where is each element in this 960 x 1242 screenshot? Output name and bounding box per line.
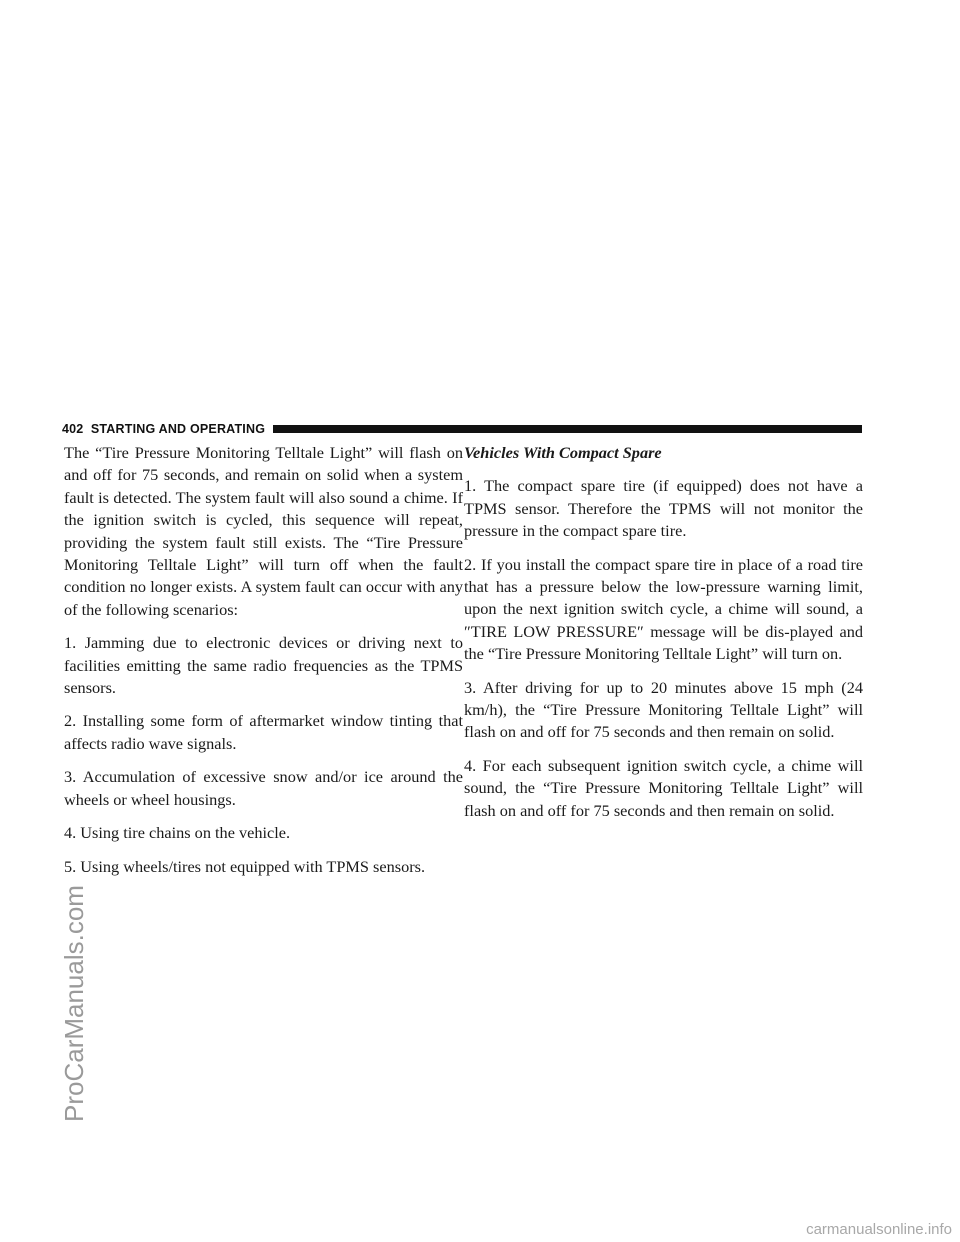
intro-paragraph: The “Tire Pressure Monitoring Telltale Light” will flash on and off for 75 seconds, and remain on solid when a system fault is detected. The system fault will also sound a chime. If the ignition switch is cycled, this sequence will repeat, providing the system fault still exists. The “Tire Pressure Monitoring Telltale Light” will turn off when the fault condition no longer exists. A system fault can occur with any of the following scenarios:: [64, 443, 463, 619]
list-item: 4. Using tire chains on the vehicle.: [64, 823, 291, 843]
list-item: 5. Using wheels/tires not equipped with TPMS sensors.: [64, 856, 426, 876]
list-item: 1. The compact spare tire (if equipped) does not have a TPMS sensor. Therefore the TPMS will not monitor the pressure in the compact spare tire.: [464, 476, 863, 541]
right-column: [464, 442, 863, 833]
section-subheading: Vehicles With Compact Spare: [464, 443, 662, 462]
left-column: [64, 442, 463, 889]
page-header: [62, 419, 862, 439]
list-item: 4. For each subsequent ignition switch cycle, a chime will sound, the “Tire Pressure Monitoring Telltale Light” will flash on and off for 75 seconds and then remain on solid.: [464, 755, 863, 820]
footer-watermark: carmanualsonline.info: [806, 1221, 952, 1238]
page-number-and-section: [62, 422, 265, 436]
list-item: 3. After driving for up to 20 minutes above 15 mph (24 km/h), the “Tire Pressure Monitoring Telltale Light” will flash on and off for 75 seconds and then remain on solid.: [464, 677, 863, 742]
list-item: 3. Accumulation of excessive snow and/or ice around the wheels or wheel housings.: [64, 767, 463, 809]
header-rule: [273, 425, 862, 433]
list-item: 2. If you install the compact spare tire in place of a road tire that has a pressure below the low-pressure warning limit, upon the next ignition switch cycle, a chime will sound, a ″TIRE LOW PRESSURE″ message will be dis-played and the “Tire Pressure Monitoring Telltale Light” will turn on.: [464, 554, 863, 664]
list-item: 2. Installing some form of aftermarket window tinting that affects radio wave signals.: [64, 711, 463, 753]
section-title: STARTING AND OPERATING: [90, 422, 266, 436]
list-item: 1. Jamming due to electronic devices or driving next to facilities emitting the same radio frequencies as the TPMS sensors.: [64, 633, 463, 698]
page-number: 402: [62, 422, 84, 436]
side-watermark: ProCarManuals.com: [59, 885, 89, 1122]
